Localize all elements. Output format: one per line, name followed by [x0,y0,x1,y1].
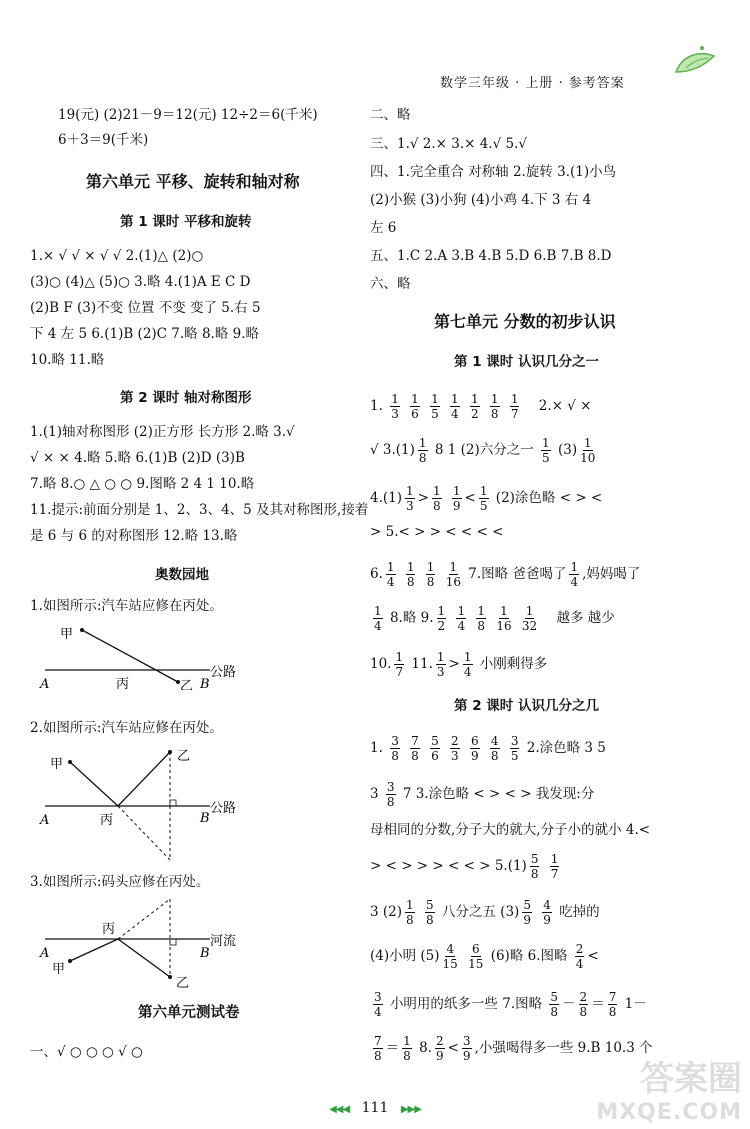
answer-text: 7.图略 爸爸喝了 [468,566,567,582]
fraction: $\frac{6}{15}$ [468,942,484,971]
answer-line: 下 4 左 5 6.(1)B (2)C 7.略 8.略 9.略 [30,326,260,342]
fraction: $\frac{1}{7}$ [510,392,519,421]
fraction: $\frac{5}{8}$ [530,852,539,881]
next-arrows-icon: ▶▶▶ [400,1104,421,1115]
fraction: $\frac{2}{8}$ [579,990,588,1019]
olympiad-title: 奥数园地 [155,567,209,583]
answer-line: 三、1.√ 2.× 3.× 4.√ 5.√ [370,136,527,152]
answer-text: (3) [557,442,578,458]
fraction: $\frac{1}{8}$ [432,484,441,513]
answer-line: $\frac{7}{8}$ ＝ $\frac{1}{8}$ 8. $\frac{2}{9}$ < $\frac{3}{9}$ ,小强喝得多一些 9.B 10.3 个 [374,1034,653,1063]
answer-text: 越多 越少 [556,610,615,626]
answer-text: 8 1 (2)六分之一 [434,442,534,458]
watermark-bottom: MXQE.COM [596,1100,742,1125]
fraction: $\frac{7}{8}$ [374,1034,382,1063]
answer-line: 一、√ ○ ○ ○ √ ○ [30,1044,143,1060]
unit-seven-title: 第七单元 分数的初步认识 [434,312,616,331]
figure-label-bing: 丙 [102,922,116,937]
fraction: $\frac{1}{4}$ [374,604,382,633]
answer-line: (2)B F (3)不变 位置 不变 变了 5.右 5 [30,300,261,316]
answer-line: 2.如图所示:汽车站应修在丙处。 [30,720,223,736]
answer-text: 小刚剩得多 [479,656,548,672]
answer-line: 六、略 [370,276,411,292]
figure-label-b: B [200,946,210,961]
answer-line [370,436,598,465]
answer-text: 4.(1) [370,490,403,506]
answer-line: 是 6 与 6 的对称图形 12.略 13.略 [30,528,238,544]
fraction: $\frac{2}{4}$ [575,942,584,971]
figure-label-road: 公路 [210,665,237,680]
fraction-list [387,734,527,763]
figure-label-a: A [40,946,50,961]
watermark [596,1051,742,1125]
watermark-top: 答案圈 [640,1059,742,1099]
answer-text: ,小强喝得多一些 9.B 10.3 个 [474,1040,653,1056]
page-number: 111 [361,1100,389,1116]
answer-text: 1－ [624,996,647,1012]
lesson-two-title: 第 2 课时 轴对称图形 [120,390,252,406]
answer-text: (4)小明 (5) [370,948,440,964]
figure-label-yi: 乙 [180,679,194,690]
right-column [370,0,700,1090]
fraction: $\frac{1}{4}$ [451,392,459,421]
fraction: $\frac{1}{4}$ [457,604,466,633]
answer-text: ,妈妈喝了 [582,566,641,582]
fraction: $\frac{1}{3}$ [391,392,399,421]
answer-line: 10.略 11.略 [30,352,105,368]
fraction: $\frac{1}{3}$ [436,650,445,679]
fraction: $\frac{1}{2}$ [437,604,446,633]
figure-1-diagram [30,618,330,690]
answer-line: (4)小明 (5) $\frac{4}{15}$ $\frac{6}{15}$ (6)略 6.图略 $\frac{2}{4}$ < [370,942,599,971]
answer-text: 6. [370,566,383,582]
answer-line [370,734,606,763]
answer-line: (2)小猴 (3)小狗 (4)小鸡 4.下 3 右 4 [370,192,592,208]
fraction: $\frac{3}{8}$ [391,734,399,763]
fraction: $\frac{5}{9}$ [523,898,531,927]
question-number: 1. [370,740,383,756]
answer-line: 二、略 [370,107,411,123]
answer-line: > 5.< > > < < < < [370,524,504,540]
answer-line: $\frac{3}{4}$ 小明用的纸多一些 7.图略 $\frac{5}{8}$ － $\frac{2}{8}$ ＝ $\frac{7}{8}$ 1－ [374,990,647,1019]
answer-line: 母相同的分数,分子大的就大,分子小的就小 4.< [370,822,651,838]
prev-arrows-icon: ◀◀◀ [329,1104,350,1115]
answer-line: 左 6 [370,220,397,236]
figure-label-bing: 丙 [116,677,130,690]
figure-label-bing: 丙 [100,813,114,828]
answer-text: 2.涂色略 3 5 [526,740,606,756]
answer-line [370,898,600,927]
figure-label-a: A [40,813,50,828]
answer-line [370,560,640,589]
answer-line: 3.如图所示:码头应修在丙处。 [30,874,210,890]
answer-line: 1.× √ √ × √ √ 2.(1)△ (2)○ [30,248,204,264]
answer-line: 19(元) (2)21－9＝12(元) 12÷2＝6(千米) [58,107,318,123]
figure-label-river: 河流 [210,934,237,949]
fraction: $\frac{7}{8}$ [608,990,617,1019]
fraction: $\frac{1}{8}$ [403,1034,411,1063]
answer-line: 7.略 8.○ △ ○ ○ 9.图略 2 4 1 10.略 [30,476,255,492]
fraction: $\frac{1}{32}$ [521,604,538,633]
answer-text: (2)涂色略 < > < [495,490,603,506]
figure-label-road: 公路 [210,801,237,816]
fraction: $\frac{1}{6}$ [411,392,419,421]
fraction: $\frac{6}{9}$ [470,734,479,763]
answer-line [370,604,615,633]
unit-six-test-title: 第六单元测试卷 [138,1005,240,1021]
fraction: $\frac{4}{15}$ [442,942,458,971]
fraction: $\frac{1}{4}$ [570,560,579,589]
fraction: $\frac{3}{5}$ [510,734,519,763]
fraction: $\frac{1}{5}$ [542,436,550,465]
answer-line: (3)○ (4)△ (5)○ 3.略 4.(1)A E C D [30,274,251,290]
answer-line: √ × × 4.略 5.略 6.(1)B (2)D (3)B [30,450,245,466]
fraction: $\frac{1}{5}$ [479,484,488,513]
fraction: $\frac{1}{8}$ [418,436,427,465]
fraction: $\frac{1}{8}$ [477,604,486,633]
answer-text: 2.× √ × [538,398,592,414]
fraction: $\frac{1}{8}$ [406,898,414,927]
fraction: $\frac{1}{4}$ [463,650,472,679]
figure-label-b: B [200,677,210,690]
fraction: $\frac{1}{16}$ [496,604,512,633]
answer-text: 7 3.涂色略 < > < > 我发现:分 [402,786,595,802]
fraction: $\frac{3}{4}$ [374,990,382,1019]
fraction: $\frac{1}{7}$ [550,852,559,881]
fraction: $\frac{1}{10}$ [580,436,596,465]
fraction: $\frac{4}{9}$ [543,898,551,927]
lesson-one-title: 第 1 课时 认识几分之一 [454,354,599,370]
fraction: $\frac{1}{9}$ [452,484,461,513]
fraction: $\frac{3}{8}$ [386,780,395,809]
answer-line: 10. $\frac{1}{7}$ 11. $\frac{1}{3}$ > $\frac{1}{4}$ 小刚剩得多 [370,650,548,679]
left-column [30,0,369,1090]
answer-line [370,392,591,421]
answer-line: 1.(1)轴对称图形 (2)正方形 长方形 2.略 3.√ [30,424,295,440]
answer-text: 11. [411,656,433,672]
question-number: 1. [370,398,383,414]
figure-label-a: A [40,677,50,690]
answer-text: 10. [370,656,392,672]
lesson-two-title: 第 2 课时 认识几分之几 [454,698,599,714]
answer-text: √ 3.(1) [370,442,415,458]
fraction: $\frac{1}{7}$ [395,650,404,679]
fraction: $\frac{1}{2}$ [470,392,479,421]
fraction: $\frac{1}{3}$ [406,484,414,513]
unit-six-title: 第六单元 平移、旋转和轴对称 [86,172,300,191]
fraction: $\frac{3}{9}$ [462,1034,471,1063]
lesson-one-title: 第 1 课时 平移和旋转 [120,214,252,230]
fraction: $\frac{2}{9}$ [435,1034,444,1063]
answer-text: 3 (2) [370,904,403,920]
fraction: $\frac{5}{6}$ [431,734,439,763]
figure-label-b: B [200,811,210,826]
answer-text: 8.略 9. [389,610,434,626]
fraction: $\frac{1}{4}$ [386,560,395,589]
answer-text: (6)略 6.图略 [490,948,568,964]
fraction: $\frac{4}{8}$ [490,734,499,763]
answer-text: > < > > > < < > 5.(1) [370,858,527,874]
answer-line: 6＋3＝9(千米) [58,132,149,148]
answer-line [370,852,562,881]
fraction: $\frac{2}{3}$ [451,734,459,763]
fraction: $\frac{5}{8}$ [550,990,559,1019]
answer-line: 4.(1) $\frac{1}{3}$ > $\frac{1}{8}$ $\frac{1}{9}$ < $\frac{1}{5}$ (2)涂色略 < > < [370,484,603,513]
figure-label-jia: 甲 [60,627,74,642]
figure-label-jia: 甲 [52,962,66,977]
answer-text: 吃掉的 [559,904,600,920]
fraction-list [387,392,527,421]
figure-3-diagram [30,895,330,990]
answer-line [370,780,594,809]
figure-label-yi: 乙 [176,976,190,990]
fraction: $\frac{1}{8}$ [426,560,435,589]
page-header-title: 数学三年级 · 上册 · 参考答案 [440,76,625,91]
answer-text: 小明用的纸多一些 7.图略 [389,996,543,1012]
answer-line: 1.如图所示:汽车站应修在丙处。 [30,598,223,614]
answer-text: 3 [370,786,379,802]
figure-label-jia: 甲 [50,757,64,772]
answer-line: 四、1.完全重合 对称轴 2.旋转 3.(1)小鸟 [370,164,617,180]
figure-2-diagram [30,742,330,862]
fraction: $\frac{5}{8}$ [425,898,434,927]
fraction: $\frac{1}{5}$ [431,392,439,421]
fraction: $\frac{1}{16}$ [445,560,461,589]
answer-text: 八分之五 (3) [441,904,520,920]
answer-line: 11.提示:前面分别是 1、2、3、4、5 及其对称图形,接着 [30,502,369,518]
fraction: $\frac{7}{8}$ [411,734,419,763]
fraction: $\frac{1}{8}$ [490,392,499,421]
answer-line: 五、1.C 2.A 3.B 4.B 5.D 6.B 7.B 8.D [370,248,612,264]
answer-text: 8. [419,1040,432,1056]
fraction: $\frac{1}{8}$ [406,560,415,589]
figure-label-yi: 乙 [177,749,191,764]
